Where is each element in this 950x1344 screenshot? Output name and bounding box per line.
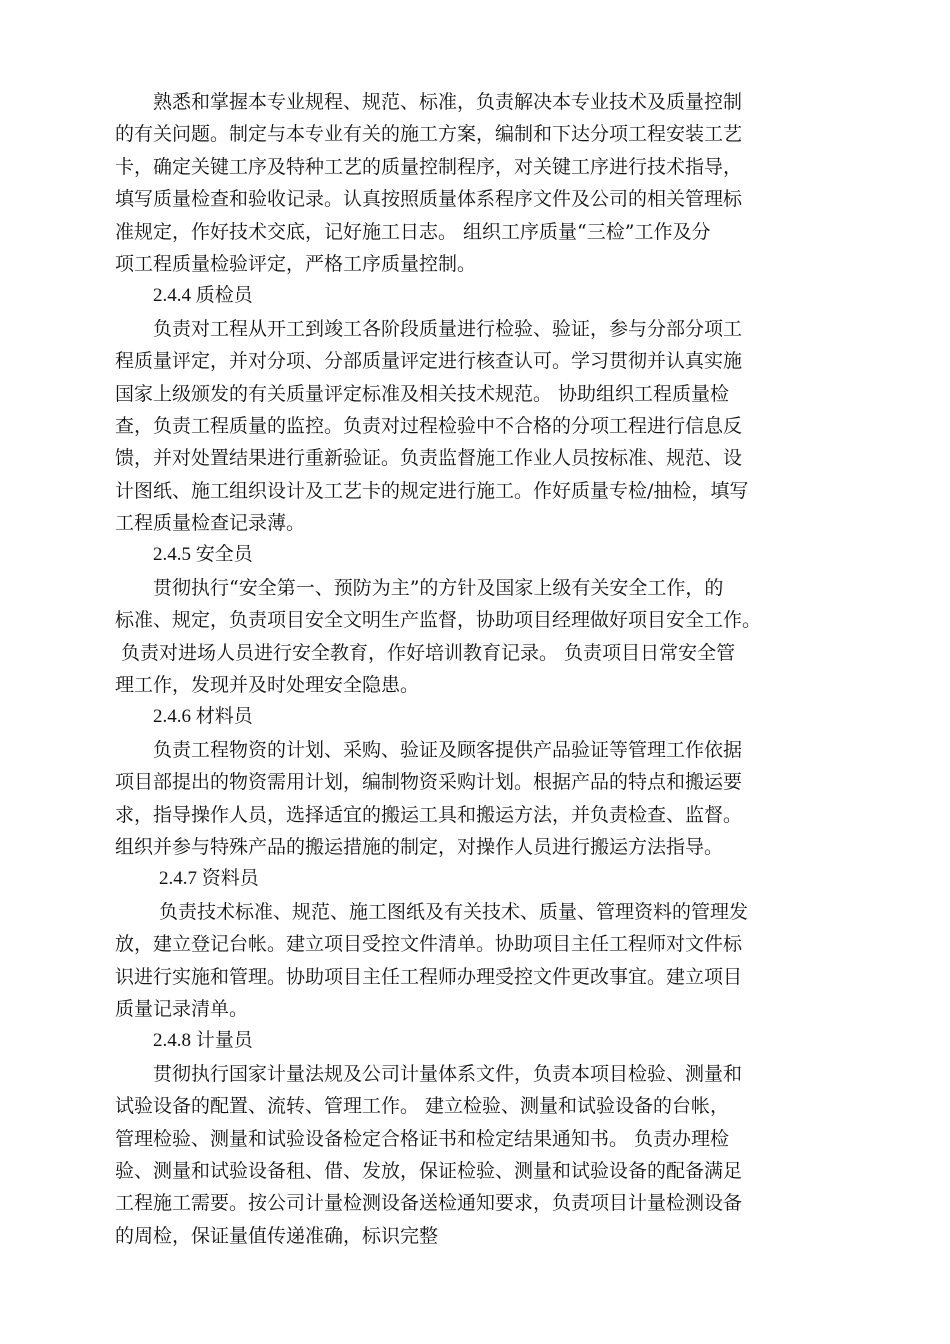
paragraph-line: 放，建立登记台帐。建立项目受控文件清单。协助项目主任工程师对文件标: [115, 933, 743, 956]
paragraph-technician-duties: [115, 86, 865, 280]
paragraph-line: 质量记录清单。: [115, 997, 249, 1020]
paragraph-line: 组织并参与特殊产品的搬运措施的制定，对操作人员进行搬运方法指导。: [115, 835, 724, 858]
paragraph-line: 识进行实施和管理。协助项目主任工程师办理受控文件更改事宜。建立项目: [115, 965, 743, 988]
paragraph-line: 负责技术标准、规范、施工图纸及有关技术、质量、管理资料的管理发: [153, 900, 749, 923]
section-quality-inspector: [115, 280, 865, 539]
section-heading: 2.4.7 资料员: [159, 868, 259, 890]
paragraph-line: 计图纸、施工组织设计及工艺卡的规定进行施工。作好质量专检/抽检，填写: [115, 479, 749, 502]
paragraph-line: 项工程质量检验评定，严格工序质量控制。: [115, 252, 477, 275]
paragraph-line: 国家上级颁发的有关质量评定标准及相关技术规范。 协助组织工程质量检: [115, 382, 730, 405]
paragraph-line: 的有关问题。制定与本专业有关的施工方案，编制和下达分项工程安装工艺: [115, 123, 743, 146]
paragraph-line: 馈，并对处置结果进行重新验证。负责监督施工作业人员按标准、规范、设: [115, 447, 743, 470]
paragraph-line: 填写质量检查和验收记录。认真按照质量体系程序文件及公司的相关管理标: [115, 188, 743, 211]
paragraph-line: 标准、规定，负责项目安全文明生产监督，协助项目经理做好项目安全工作。: [115, 609, 762, 632]
paragraph-line: 项目部提出的物资需用计划，编制物资采购计划。根据产品的特点和搬运要: [115, 771, 743, 794]
paragraph-line: 管理检验、测量和试验设备检定合格证书和检定结果通知书。 负责办理检: [115, 1127, 730, 1150]
paragraph-line: 试验设备的配置、流转、管理工作。 建立检验、测量和试验设备的台帐，: [115, 1095, 730, 1118]
paragraph-line: 负责对进场人员进行安全教育，作好培训教育记录。 负责项目日常安全管: [115, 641, 736, 664]
section-heading: 2.4.5 安全员: [153, 544, 253, 566]
section-safety-officer: [115, 539, 865, 701]
paragraph-line: 准规定，作好技术交底，记好施工日志。 组织工序质量“三检”工作及分: [115, 220, 711, 243]
paragraph-line: 验、测量和试验设备租、借、发放，保证检验、测量和试验设备的配备满足: [115, 1159, 743, 1182]
paragraph-line: 程质量评定，并对分项、分部质量评定进行核查认可。学习贯彻并认真实施: [115, 350, 743, 373]
paragraph-line: 的周检，保证量值传递准确，标识完整: [115, 1224, 439, 1247]
paragraph-line: 贯彻执行“安全第一、预防为主”的方针及国家上级有关安全工作，的: [153, 576, 724, 599]
paragraph-line: 负责工程物资的计划、采购、验证及顾客提供产品验证等管理工作依据: [153, 738, 743, 761]
section-documentation-officer: [115, 863, 865, 1025]
paragraph-line: 卡，确定关键工序及特种工艺的质量控制程序，对关键工序进行技术指导，: [115, 155, 743, 178]
section-heading: 2.4.6 材料员: [153, 706, 253, 728]
paragraph-line: 求，指导操作人员，选择适宜的搬运工具和搬运方法，并负责检查、监督。: [115, 803, 743, 826]
document-page: [115, 86, 865, 1252]
section-heading: 2.4.8 计量员: [153, 1030, 253, 1052]
paragraph-line: 工程施工需要。按公司计量检测设备送检通知要求，负责项目计量检测设备: [115, 1192, 743, 1215]
paragraph-line: 查，负责工程质量的监控。负责对过程检验中不合格的分项工程进行信息反: [115, 414, 743, 437]
paragraph-line: 理工作，发现并及时处理安全隐患。: [115, 674, 420, 697]
section-materials-officer: [115, 701, 865, 863]
section-heading: 2.4.4 质检员: [153, 285, 253, 307]
paragraph-line: 负责对工程从开工到竣工各阶段质量进行检验、验证，参与分部分项工: [153, 317, 743, 340]
paragraph-line: 熟悉和掌握本专业规程、规范、标准，负责解决本专业技术及质量控制: [153, 91, 743, 113]
section-metrology-officer: [115, 1025, 865, 1252]
paragraph-line: 工程质量检查记录薄。: [115, 512, 306, 535]
paragraph-line: 贯彻执行国家计量法规及公司计量体系文件，负责本项目检验、测量和: [153, 1062, 743, 1085]
